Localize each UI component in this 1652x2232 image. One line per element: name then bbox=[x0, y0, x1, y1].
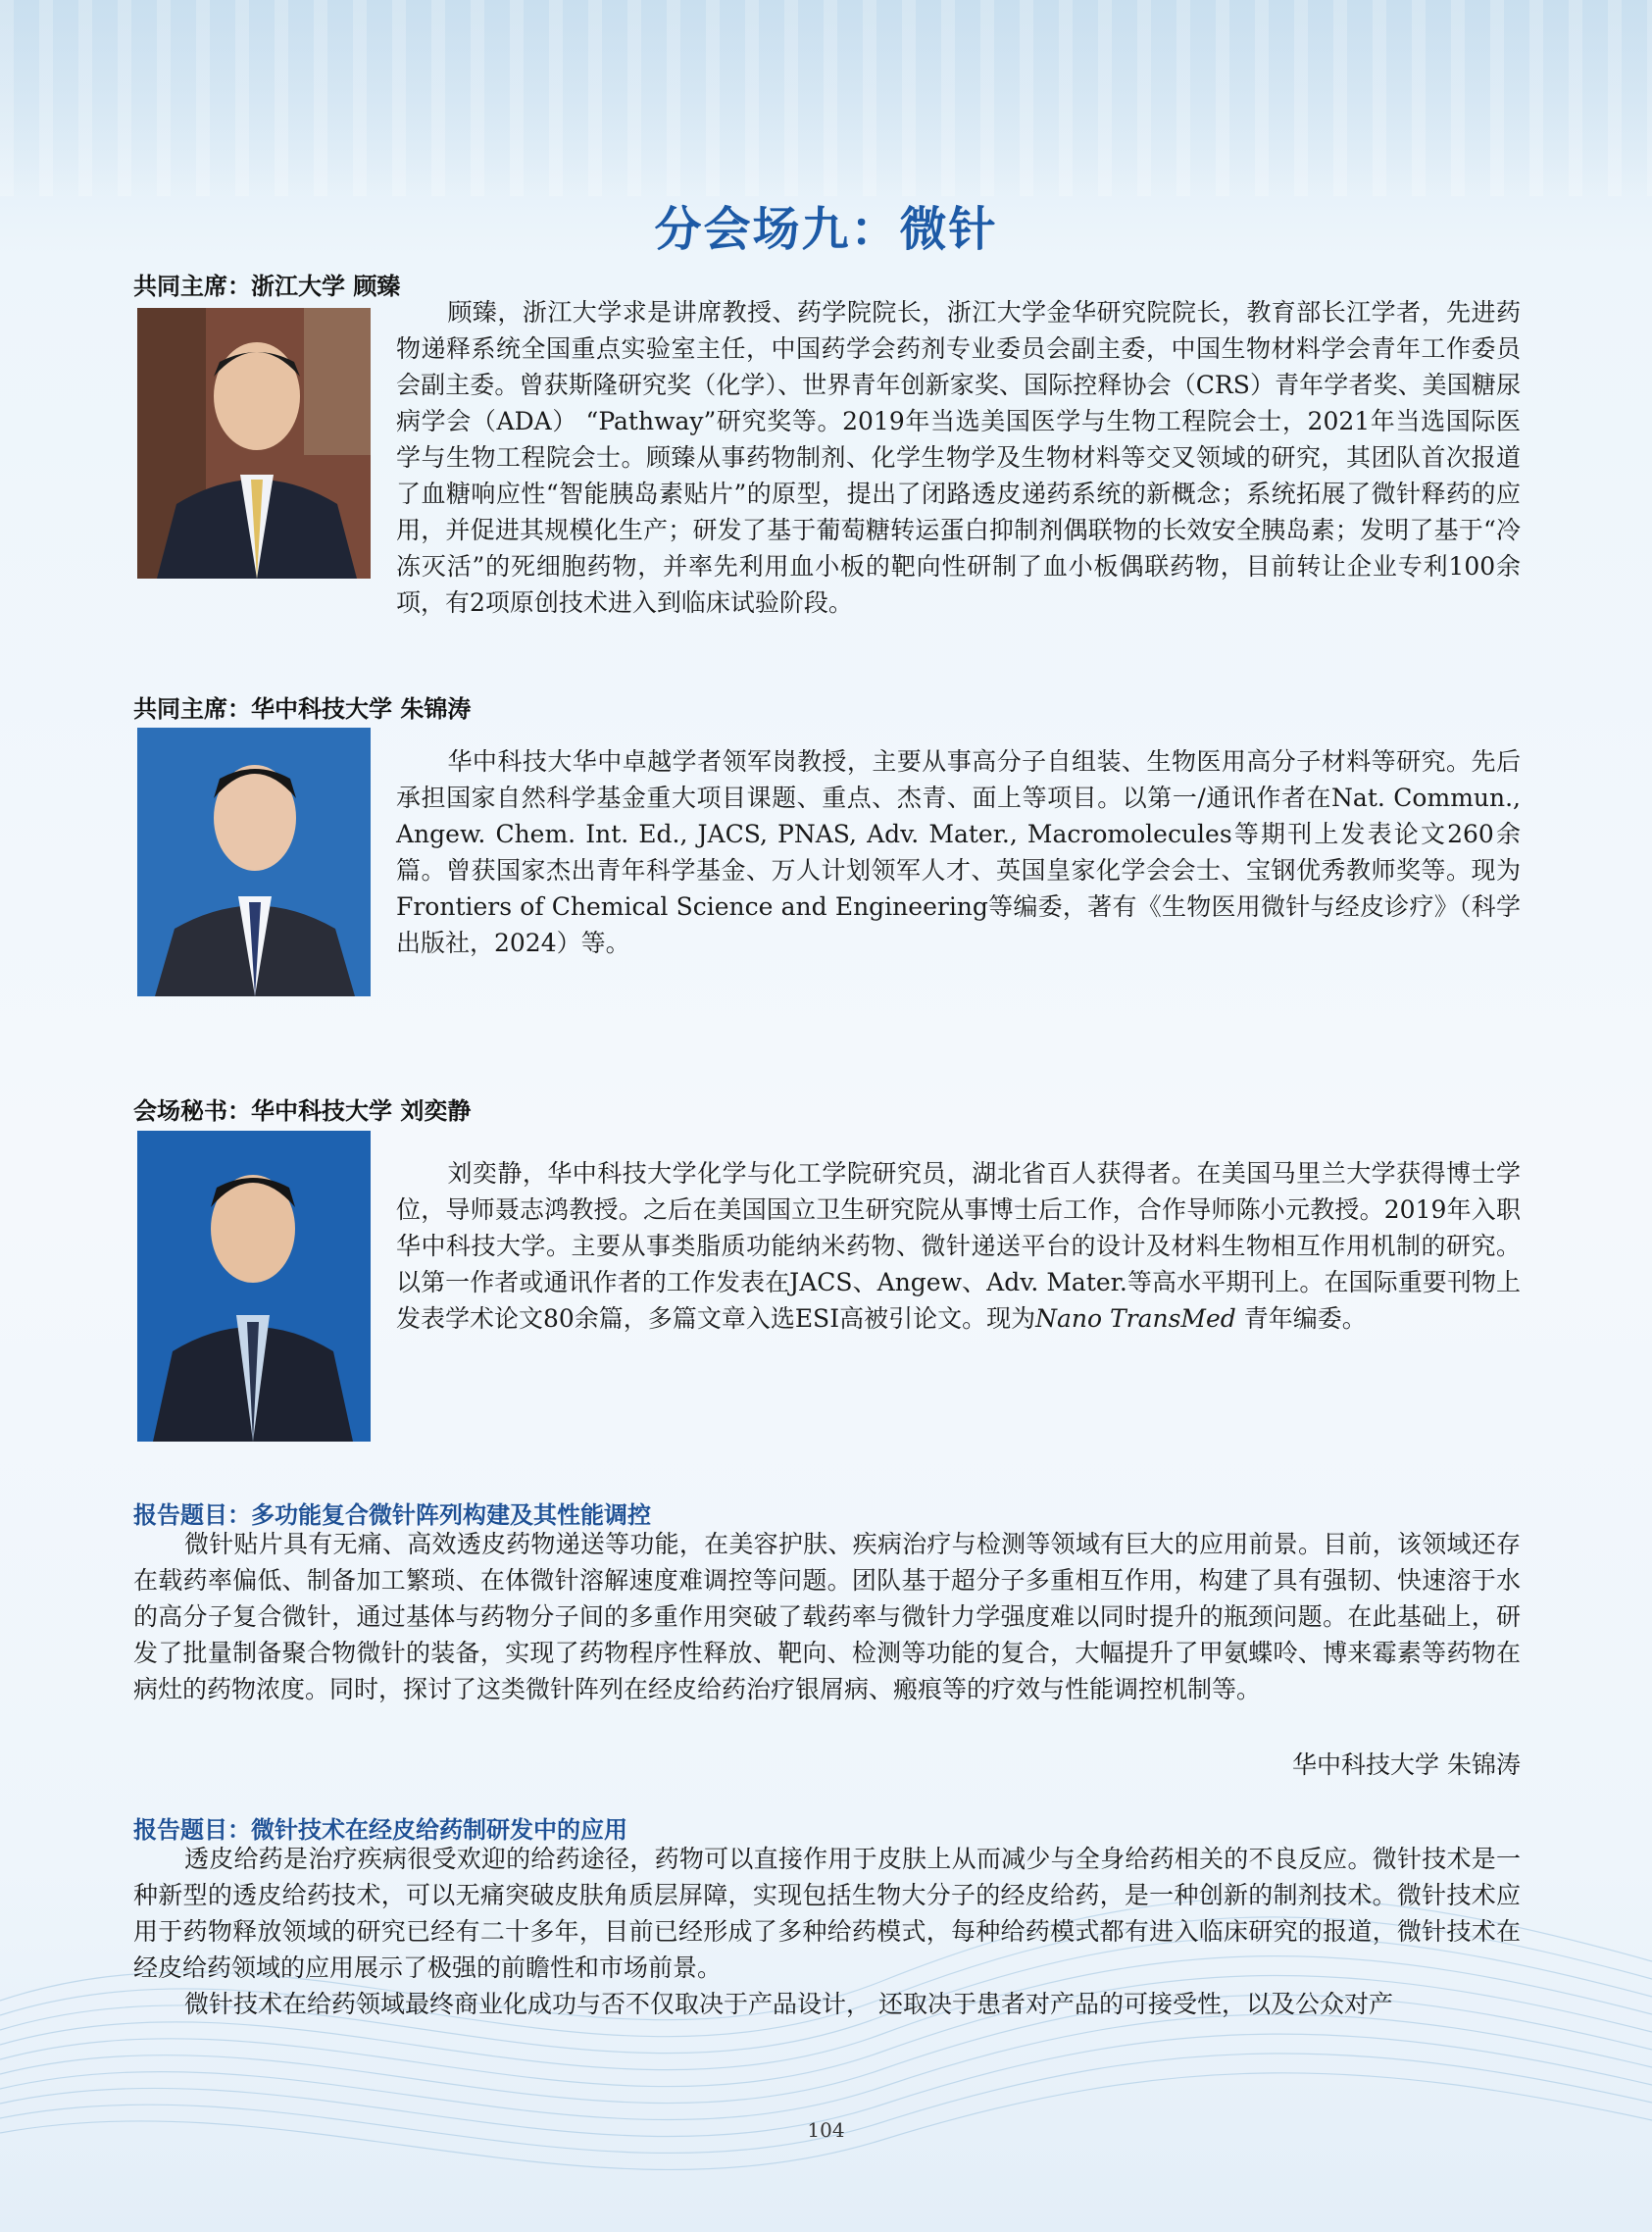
report-abstract-1: 微针贴片具有无痛、高效透皮药物递送等功能，在美容护肤、疾病治疗与检测等领域有巨大的应用前景。目前，该领域还存在载药率偏低、制备加工繁琐、在体微针溶解速度难调控等问题。团队基于超分子多重相互作用，构建了具有强韧、快速溶于水的高分子复合微针，通过基体与药物分子间的多重作用突破了载药率与微针力学强度难以同时提升的瓶颈问题。在此基础上，研发了批量制备聚合物微针的装备，实现了药物程序性释放、靶向、检测等功能的复合，大幅提升了甲氨蝶呤、博来霉素等药物在病灶的药物浓度。同时，探讨了这类微针阵列在经皮给药治疗银屑病、瘢痕等的疗效与性能调控机制等。 bbox=[133, 1530, 1521, 1703]
report-signature-1: 华中科技大学 朱锦涛 bbox=[1292, 1750, 1521, 1779]
chair-role-gu-zhen: 共同主席：浙江大学 顾臻 bbox=[133, 273, 401, 300]
secretary-role-liu-yijing: 会场秘书：华中科技大学 刘奕静 bbox=[133, 1097, 472, 1125]
page-number: 104 bbox=[807, 2118, 845, 2142]
chair-bio-zhu-jintao: 华中科技大华中卓越学者领军岗教授，主要从事高分子自组装、生物医用高分子材料等研究。先后承担国家自然科学基金重大项目课题、重点、杰青、面上等项目。以第一/通讯作者在Nat. Commun., Angew. Chem. Int. Ed., JACS, PNAS, Adv. Mater., Macromolecules等期刊上发表论文260余篇。曾获国家杰出青年科学基金、万人计划领军人才、英国皇家化学会会士、宝钢优秀教师奖等。现为Frontiers of Chemical Science and Engineering等编委，著有《生物医用微针与经皮诊疗》（科学出版社，2024）等。 bbox=[396, 747, 1521, 957]
chair-bio-gu-zhen: 顾臻，浙江大学求是讲席教授、药学院院长，浙江大学金华研究院院长，教育部长江学者，先进药物递释系统全国重点实验室主任，中国药学会药剂专业委员会副主委，中国生物材料学会青年工作委员会副主委。曾获斯隆研究奖（化学）、世界青年创新家奖、国际控释协会（CRS）青年学者奖、美国糖尿病学会（ADA） “Pathway”研究奖等。2019年当选美国医学与生物工程院会士，2021年当选国际医学与生物工程院会士。顾臻从事药物制剂、化学生物学及生物材料等交叉领域的研究，其团队首次报道了血糖响应性“智能胰岛素贴片”的原型，提出了闭路透皮递药系统的新概念；系统拓展了微针释药的应用，并促进其规模化生产；研发了基于葡萄糖转运蛋白抑制剂偶联物的长效安全胰岛素；发明了基于“冷冻灭活”的死细胞药物，并率先利用血小板的靶向性研制了血小板偶联药物，目前转让企业专利100余项，有2项原创技术进入到临床试验阶段。 bbox=[396, 298, 1521, 617]
page-title: 分会场九：微针 bbox=[654, 202, 998, 257]
chair-role-zhu-jintao: 共同主席：华中科技大学 朱锦涛 bbox=[133, 695, 472, 723]
report-abstract-2-continued: 微针技术在给药领域最终商业化成功与否不仅取决于产品设计， 还取决于患者对产品的可接受性，以及公众对产 bbox=[184, 1990, 1393, 2018]
secretary-bio-liu-yijing: 刘奕静，华中科技大学化学与化工学院研究员，湖北省百人获得者。在美国马里兰大学获得博士学位，导师聂志鸿教授。之后在美国国立卫生研究院从事博士后工作，合作导师陈小元教授。2019年入职华中科技大学。主要从事类脂质功能纳米药物、微针递送平台的设计及材料生物相互作用机制的研究。以第一作者或通讯作者的工作发表在JACS、Angew、Adv. Mater.等高水平期刊上。在国际重要刊物上发表学术论文80余篇，多篇文章入选ESI高被引论文。现为Nano TransMed 青年编委。 bbox=[396, 1159, 1521, 1333]
report-title-2: 报告题目：微针技术在经皮给药制研发中的应用 bbox=[133, 1816, 627, 1844]
header-background bbox=[0, 0, 1652, 196]
report-abstract-2: 透皮给药是治疗疾病很受欢迎的给药途径，药物可以直接作用于皮肤上从而减少与全身给药相关的不良反应。微针技术是一种新型的透皮给药技术，可以无痛突破皮肤角质层屏障，实现包括生物大分子的经皮给药，是一种创新的制剂技术。微针技术应用于药物释放领域的研究已经有二十多年，目前已经形成了多种给药模式，每种给药模式都有进入临床研究的报道，微针技术在经皮给药领域的应用展示了极强的前瞻性和市场前景。 bbox=[133, 1845, 1521, 1982]
report-title-1: 报告题目：多功能复合微针阵列构建及其性能调控 bbox=[133, 1501, 651, 1529]
